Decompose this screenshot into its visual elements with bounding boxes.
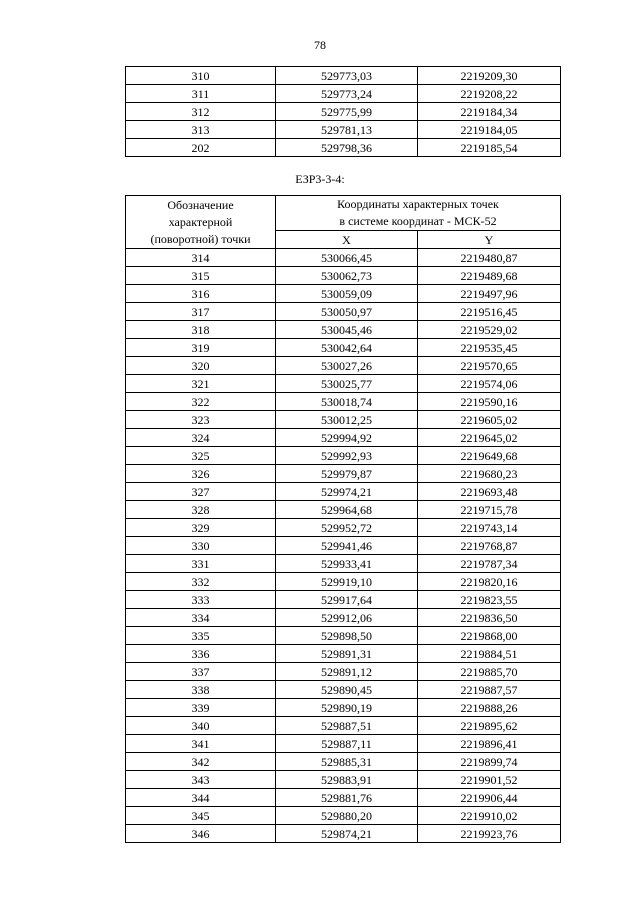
point-number-cell: 341 <box>126 735 276 753</box>
y-coordinate-cell: 2219590,16 <box>418 393 561 411</box>
table-row <box>126 85 561 103</box>
point-number-cell: 319 <box>126 339 276 357</box>
table-row <box>126 681 561 699</box>
point-number-cell: 322 <box>126 393 276 411</box>
header-coordinates <box>276 196 561 231</box>
x-coordinate-cell: 529887,51 <box>276 717 418 735</box>
header-y: Y <box>418 231 561 249</box>
table-row <box>126 139 561 157</box>
table-row <box>126 303 561 321</box>
y-coordinate-cell: 2219529,02 <box>418 321 561 339</box>
header-point-line2: характерной <box>168 214 233 229</box>
x-coordinate-cell: 530018,74 <box>276 393 418 411</box>
x-coordinate-cell: 530012,25 <box>276 411 418 429</box>
table-row <box>126 357 561 375</box>
header-x: X <box>276 231 418 249</box>
point-number-cell: 340 <box>126 717 276 735</box>
y-coordinate-cell: 2219680,23 <box>418 465 561 483</box>
point-number-cell: 310 <box>126 67 276 85</box>
table-row <box>126 645 561 663</box>
table-row <box>126 825 561 843</box>
x-coordinate-cell: 529891,12 <box>276 663 418 681</box>
coordinates-table-continued <box>125 66 561 157</box>
table-row <box>126 267 561 285</box>
table-row <box>126 339 561 357</box>
x-coordinate-cell: 530027,26 <box>276 357 418 375</box>
table-row <box>126 663 561 681</box>
x-coordinate-cell: 530062,73 <box>276 267 418 285</box>
header-coords-line1: Координаты характерных точек <box>337 197 499 211</box>
table-row <box>126 249 561 267</box>
point-number-cell: 324 <box>126 429 276 447</box>
point-number-cell: 326 <box>126 465 276 483</box>
point-number-cell: 325 <box>126 447 276 465</box>
point-number-cell: 317 <box>126 303 276 321</box>
point-number-cell: 331 <box>126 555 276 573</box>
x-coordinate-cell: 529885,31 <box>276 753 418 771</box>
x-coordinate-cell: 529773,24 <box>276 85 418 103</box>
y-coordinate-cell: 2219868,00 <box>418 627 561 645</box>
table-row <box>126 807 561 825</box>
point-number-cell: 311 <box>126 85 276 103</box>
y-coordinate-cell: 2219836,50 <box>418 609 561 627</box>
point-number-cell: 342 <box>126 753 276 771</box>
table-row <box>126 67 561 85</box>
x-coordinate-cell: 529781,13 <box>276 121 418 139</box>
x-coordinate-cell: 529917,64 <box>276 591 418 609</box>
y-coordinate-cell: 2219895,62 <box>418 717 561 735</box>
y-coordinate-cell: 2219906,44 <box>418 789 561 807</box>
table-row <box>126 735 561 753</box>
point-number-cell: 330 <box>126 537 276 555</box>
table-row <box>126 519 561 537</box>
header-coords-line2: в системе координат - МСК-52 <box>339 214 497 228</box>
x-coordinate-cell: 529890,45 <box>276 681 418 699</box>
table-row <box>126 321 561 339</box>
table-row <box>126 573 561 591</box>
table-row <box>126 501 561 519</box>
table-row <box>126 447 561 465</box>
x-coordinate-cell: 530050,97 <box>276 303 418 321</box>
x-coordinate-cell: 529933,41 <box>276 555 418 573</box>
x-coordinate-cell: 530045,46 <box>276 321 418 339</box>
x-coordinate-cell: 530025,77 <box>276 375 418 393</box>
point-number-cell: 335 <box>126 627 276 645</box>
table-row <box>126 789 561 807</box>
y-coordinate-cell: 2219923,76 <box>418 825 561 843</box>
y-coordinate-cell: 2219885,70 <box>418 663 561 681</box>
coordinates-table-header <box>126 196 561 249</box>
x-coordinate-cell: 529919,10 <box>276 573 418 591</box>
table-row <box>126 465 561 483</box>
x-coordinate-cell: 529883,91 <box>276 771 418 789</box>
point-number-cell: 321 <box>126 375 276 393</box>
x-coordinate-cell: 530066,45 <box>276 249 418 267</box>
table-row <box>126 699 561 717</box>
point-number-cell: 338 <box>126 681 276 699</box>
point-number-cell: 315 <box>126 267 276 285</box>
y-coordinate-cell: 2219489,68 <box>418 267 561 285</box>
point-number-cell: 323 <box>126 411 276 429</box>
x-coordinate-cell: 529881,76 <box>276 789 418 807</box>
point-number-cell: 328 <box>126 501 276 519</box>
coordinates-table <box>125 195 561 843</box>
y-coordinate-cell: 2219645,02 <box>418 429 561 447</box>
y-coordinate-cell: 2219516,45 <box>418 303 561 321</box>
x-coordinate-cell: 529898,50 <box>276 627 418 645</box>
y-coordinate-cell: 2219899,74 <box>418 753 561 771</box>
table-row <box>126 555 561 573</box>
point-number-cell: 313 <box>126 121 276 139</box>
header-point-designation <box>126 196 276 249</box>
y-coordinate-cell: 2219896,41 <box>418 735 561 753</box>
point-number-cell: 329 <box>126 519 276 537</box>
x-coordinate-cell: 530059,09 <box>276 285 418 303</box>
point-number-cell: 312 <box>126 103 276 121</box>
table-row <box>126 537 561 555</box>
y-coordinate-cell: 2219693,48 <box>418 483 561 501</box>
y-coordinate-cell: 2219649,68 <box>418 447 561 465</box>
table-row <box>126 121 561 139</box>
point-number-cell: 332 <box>126 573 276 591</box>
y-coordinate-cell: 2219768,87 <box>418 537 561 555</box>
coordinates-table-continued-body <box>126 67 561 157</box>
y-coordinate-cell: 2219884,51 <box>418 645 561 663</box>
table-row <box>126 103 561 121</box>
section-title: ЕЗР3-3-4: <box>295 172 345 186</box>
y-coordinate-cell: 2219901,52 <box>418 771 561 789</box>
point-number-cell: 320 <box>126 357 276 375</box>
x-coordinate-cell: 529992,93 <box>276 447 418 465</box>
x-coordinate-cell: 529775,99 <box>276 103 418 121</box>
point-number-cell: 345 <box>126 807 276 825</box>
y-coordinate-cell: 2219497,96 <box>418 285 561 303</box>
y-coordinate-cell: 2219888,26 <box>418 699 561 717</box>
table-row <box>126 609 561 627</box>
y-coordinate-cell: 2219535,45 <box>418 339 561 357</box>
x-coordinate-cell: 529890,19 <box>276 699 418 717</box>
point-number-cell: 337 <box>126 663 276 681</box>
point-number-cell: 327 <box>126 483 276 501</box>
y-coordinate-cell: 2219605,02 <box>418 411 561 429</box>
y-coordinate-cell: 2219570,65 <box>418 357 561 375</box>
point-number-cell: 346 <box>126 825 276 843</box>
x-coordinate-cell: 529887,11 <box>276 735 418 753</box>
x-coordinate-cell: 529891,31 <box>276 645 418 663</box>
x-coordinate-cell: 529964,68 <box>276 501 418 519</box>
y-coordinate-cell: 2219787,34 <box>418 555 561 573</box>
y-coordinate-cell: 2219208,22 <box>418 85 561 103</box>
x-coordinate-cell: 529798,36 <box>276 139 418 157</box>
table-row <box>126 771 561 789</box>
table-row <box>126 627 561 645</box>
point-number-cell: 314 <box>126 249 276 267</box>
table-row <box>126 393 561 411</box>
table-row <box>126 429 561 447</box>
x-coordinate-cell: 529979,87 <box>276 465 418 483</box>
y-coordinate-cell: 2219820,16 <box>418 573 561 591</box>
x-coordinate-cell: 529874,21 <box>276 825 418 843</box>
coordinates-table-body <box>126 249 561 843</box>
point-number-cell: 344 <box>126 789 276 807</box>
y-coordinate-cell: 2219887,57 <box>418 681 561 699</box>
header-point-line1: Обозначение <box>167 197 234 212</box>
y-coordinate-cell: 2219743,14 <box>418 519 561 537</box>
page-number: 78 <box>314 38 326 52</box>
x-coordinate-cell: 530042,64 <box>276 339 418 357</box>
y-coordinate-cell: 2219209,30 <box>418 67 561 85</box>
table-row <box>126 717 561 735</box>
x-coordinate-cell: 529880,20 <box>276 807 418 825</box>
table-row <box>126 411 561 429</box>
point-number-cell: 333 <box>126 591 276 609</box>
x-coordinate-cell: 529912,06 <box>276 609 418 627</box>
x-coordinate-cell: 529974,21 <box>276 483 418 501</box>
x-coordinate-cell: 529994,92 <box>276 429 418 447</box>
x-coordinate-cell: 529941,46 <box>276 537 418 555</box>
table-row <box>126 483 561 501</box>
y-coordinate-cell: 2219574,06 <box>418 375 561 393</box>
point-number-cell: 336 <box>126 645 276 663</box>
point-number-cell: 318 <box>126 321 276 339</box>
y-coordinate-cell: 2219184,34 <box>418 103 561 121</box>
point-number-cell: 339 <box>126 699 276 717</box>
y-coordinate-cell: 2219184,05 <box>418 121 561 139</box>
x-coordinate-cell: 529773,03 <box>276 67 418 85</box>
table-row <box>126 285 561 303</box>
table-row <box>126 375 561 393</box>
table-row <box>126 591 561 609</box>
point-number-cell: 334 <box>126 609 276 627</box>
point-number-cell: 316 <box>126 285 276 303</box>
point-number-cell: 343 <box>126 771 276 789</box>
header-point-line3: (поворотной) точки <box>150 231 251 246</box>
x-coordinate-cell: 529952,72 <box>276 519 418 537</box>
y-coordinate-cell: 2219480,87 <box>418 249 561 267</box>
y-coordinate-cell: 2219823,55 <box>418 591 561 609</box>
y-coordinate-cell: 2219185,54 <box>418 139 561 157</box>
y-coordinate-cell: 2219715,78 <box>418 501 561 519</box>
point-number-cell: 202 <box>126 139 276 157</box>
y-coordinate-cell: 2219910,02 <box>418 807 561 825</box>
table-row <box>126 753 561 771</box>
